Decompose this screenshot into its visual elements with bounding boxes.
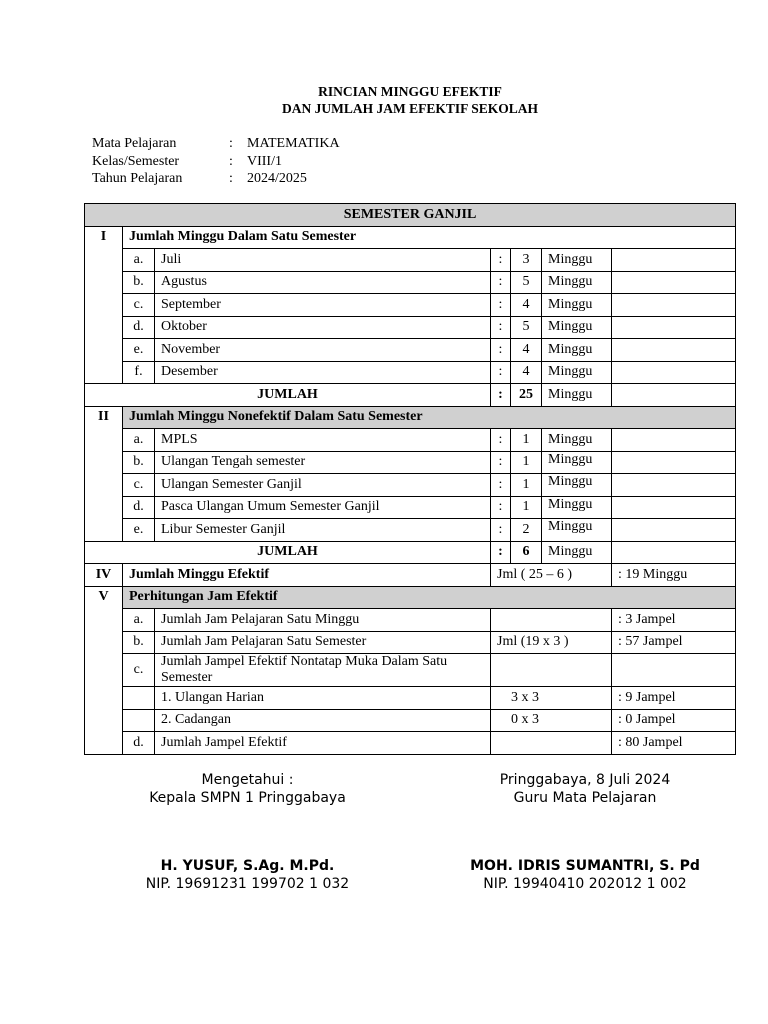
row-result [612,654,736,687]
year-value: 2024/2025 [247,171,307,186]
row-empty [612,249,736,272]
subject-label: Mata Pelajaran [92,136,177,151]
row-value: 4 [511,361,542,384]
signature-left-line2: Kepala SMPN 1 Pringgabaya [149,790,346,806]
row-value: 1 [511,474,542,497]
signature-right-name: MOH. IDRIS SUMANTRI, S. Pd [470,858,700,874]
row-empty [612,496,736,519]
section-1-total-row [85,384,736,407]
info-subject-row [92,135,340,153]
row-letter: d. [123,316,155,339]
row-letter: a. [123,609,155,632]
table-row [85,609,736,632]
row-empty [612,294,736,317]
signature-right-nip: NIP. 19940410 202012 1 002 [483,876,687,892]
row-unit: Minggu [542,339,612,362]
row-unit: Minggu [542,294,612,317]
section-4-result: : 19 Minggu [612,564,736,587]
signature-left [110,771,385,893]
row-letter [123,709,155,732]
row-unit: Minggu [542,271,612,294]
row-colon: : [491,294,511,317]
row-label: Libur Semester Ganjil [155,519,491,542]
row-empty [612,339,736,362]
table-row [85,361,736,384]
row-colon: : [491,519,511,542]
section-4-number: IV [85,564,123,587]
section-4-row [85,564,736,587]
row-letter: b. [123,271,155,294]
row-result: : 0 Jampel [612,709,736,732]
row-colon: : [491,339,511,362]
row-empty [612,451,736,474]
row-label: 2. Cadangan [155,709,491,732]
section-2-total-unit: Minggu [542,541,612,564]
row-empty [612,541,736,564]
row-value: 5 [511,271,542,294]
row-unit: Minggu [542,316,612,339]
row-letter: b. [123,631,155,654]
title-line-2: DAN JUMLAH JAM EFEKTIF SEKOLAH [281,101,538,116]
row-letter: e. [123,519,155,542]
row-label: September [155,294,491,317]
row-formula [491,609,612,632]
section-1-total-label: JUMLAH [85,384,491,407]
section-1-number: I [85,226,123,384]
table-row [85,271,736,294]
table-row [85,294,736,317]
section-1-total-colon: : [491,384,511,407]
signature-right [425,771,745,893]
section-2-total-row [85,541,736,564]
section-4-formula: Jml ( 25 – 6 ) [491,564,612,587]
row-label: Jumlah Jam Pelajaran Satu Semester [155,631,491,654]
row-empty [612,384,736,407]
row-formula: 0 x 3 [491,709,612,732]
row-result: : 80 Jampel [612,732,736,755]
row-value: 4 [511,339,542,362]
row-value: 1 [511,451,542,474]
info-block [92,135,340,188]
row-letter: a. [123,249,155,272]
row-empty [612,429,736,452]
row-colon: : [491,249,511,272]
signature-right-line1: Pringgabaya, 8 Juli 2024 [499,772,671,788]
row-label: 1. Ulangan Harian [155,687,491,710]
subject-colon: : [229,136,233,151]
row-result: : 9 Jampel [612,687,736,710]
row-letter: d. [123,732,155,755]
row-letter: c. [123,474,155,497]
section-2-number: II [85,406,123,541]
year-label: Tahun Pelajaran [92,171,183,186]
row-label: Desember [155,361,491,384]
table-row [85,316,736,339]
row-colon: : [491,451,511,474]
row-result: : 57 Jampel [612,631,736,654]
section-1-total-unit: Minggu [542,384,612,407]
row-unit: Minggu [542,429,612,452]
row-unit: Minggu [542,496,612,519]
row-empty [612,519,736,542]
signature-right-line2: Guru Mata Pelajaran [513,790,657,806]
effective-weeks-table [84,203,736,755]
row-label: Ulangan Tengah semester [155,451,491,474]
row-letter: f. [123,361,155,384]
row-label: Pasca Ulangan Umum Semester Ganjil [155,496,491,519]
table-row [85,732,736,755]
row-value: 5 [511,316,542,339]
row-result: : 3 Jampel [612,609,736,632]
section-2-total-value: 6 [511,541,542,564]
row-value: 1 [511,496,542,519]
row-formula [491,732,612,755]
row-empty [612,316,736,339]
row-formula: Jml (19 x 3 ) [491,631,612,654]
row-colon: : [491,316,511,339]
row-colon: : [491,361,511,384]
row-formula: 3 x 3 [491,687,612,710]
info-class-row [92,153,340,171]
row-letter: a. [123,429,155,452]
table-row [85,496,736,519]
class-label: Kelas/Semester [92,153,180,169]
row-empty [612,271,736,294]
row-formula [491,654,612,687]
row-letter: b. [123,451,155,474]
row-value: 2 [511,519,542,542]
row-letter: d. [123,496,155,519]
row-label: Jumlah Jampel Efektif Nontatap Muka Dalam Satu Semester [155,654,491,687]
subject-value: MATEMATIKA [247,136,340,151]
table-row [85,249,736,272]
row-empty [612,361,736,384]
row-label: Jumlah Jam Pelajaran Satu Minggu [155,609,491,632]
semester-header: SEMESTER GANJIL [85,204,736,227]
row-label: Juli [155,249,491,272]
row-colon: : [491,474,511,497]
section-1-total-value: 25 [511,384,542,407]
semester-header-row [85,204,736,227]
section-1-title: Jumlah Minggu Dalam Satu Semester [123,226,736,249]
table-row [85,339,736,362]
row-label: Jumlah Jampel Efektif [155,732,491,755]
info-year-row [92,170,340,188]
section-1-title-row [85,226,736,249]
year-colon: : [229,171,233,186]
table-row [85,429,736,452]
row-label: Ulangan Semester Ganjil [155,474,491,497]
row-label: Agustus [155,271,491,294]
row-colon: : [491,429,511,452]
section-5-number: V [85,586,123,754]
row-colon: : [491,496,511,519]
row-unit: Minggu [542,451,612,474]
row-value: 3 [511,249,542,272]
table-row [85,451,736,474]
title-line-1: RINCIAN MINGGU EFEKTIF [318,84,502,99]
table-row [85,519,736,542]
row-letter: e. [123,339,155,362]
table-row [85,631,736,654]
signature-left-nip: NIP. 19691231 199702 1 032 [145,876,350,892]
row-unit: Minggu [542,361,612,384]
section-5-title: Perhitungan Jam Efektif [123,586,736,609]
table-row [85,687,736,710]
table-row [85,654,736,687]
row-empty [612,474,736,497]
row-value: 1 [511,429,542,452]
signature-left-line1: Mengetahui : [201,772,294,788]
table-row [85,709,736,732]
row-label: November [155,339,491,362]
row-letter [123,687,155,710]
row-colon: : [491,271,511,294]
row-value: 4 [511,294,542,317]
row-label: Oktober [155,316,491,339]
row-label: MPLS [155,429,491,452]
row-unit: Minggu [542,474,612,497]
signature-left-name: H. YUSUF, S.Ag. M.Pd. [160,858,335,874]
row-letter: c. [123,294,155,317]
class-colon: : [229,153,233,169]
section-5-title-row [85,586,736,609]
section-2-total-colon: : [491,541,511,564]
section-2-title-row [85,406,736,429]
section-2-total-label: JUMLAH [85,541,491,564]
row-letter: c. [123,654,155,687]
document-title [0,83,768,117]
section-4-title: Jumlah Minggu Efektif [123,564,491,587]
row-unit: Minggu [542,519,612,542]
table-row [85,474,736,497]
class-value: VIII/1 [247,153,282,169]
row-unit: Minggu [542,249,612,272]
section-2-title: Jumlah Minggu Nonefektif Dalam Satu Semester [123,406,736,429]
